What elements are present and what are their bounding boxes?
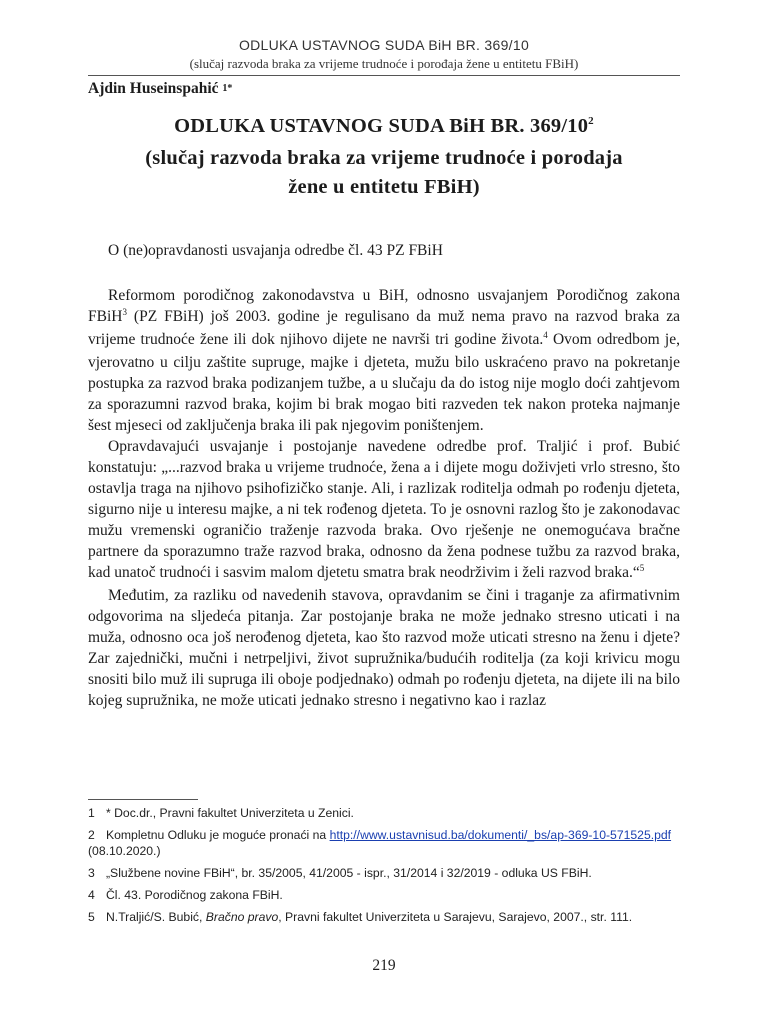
paragraph-1 [88,285,680,436]
footnote-ref-4: 4 [543,330,548,340]
footnote-1 [88,805,680,821]
paragraph-1-part-b: (PZ FBiH) još 2003. godine je regulisano da muž nema pravo na razvod braka za vrijeme trudnoće žene ili dok njihovo dijete ne navrši tri godine života. [88,308,680,348]
title-line-2: (slučaj razvoda braka za vrijeme trudnoće i porodaja [145,147,623,169]
footnote-text: Čl. 43. Porodičnog zakona FBiH. [106,888,283,902]
footnote-text: „Službene novine FBiH“, br. 35/2005, 41/2005 - ispr., 31/2014 i 32/2019 - odluka US FBiH. [106,866,592,880]
footnote-3 [88,865,680,881]
running-header-title: ODLUKA USTAVNOG SUDA BiH BR. 369/10 [238,37,530,53]
author-name-text: Ajdin Huseinspahić [88,80,219,97]
footnote-number: 4 [88,888,95,902]
footnote-text: Kompletnu Odluku je moguće pronaći na [106,828,330,842]
title-line-1 [88,112,680,144]
footnotes [88,805,680,931]
paragraph-1-part-a: Reformom porodičnog zakonodavstva u BiH, odnosno usvajanjem Porodičnog zakona FBiH [88,287,680,325]
footnote-text: * Doc.dr., Pravni fakultet Univerziteta u Zenici. [106,806,354,820]
footnote-ref-5: 5 [639,563,645,573]
book-title: Bračno pravo [205,910,279,924]
footnote-ref-3: 3 [122,307,127,317]
header-rule [88,75,680,76]
title-footnote-mark: 2 [588,115,594,127]
paragraph-2-text: Opravdavajući usvajanje i postojanje navedene odredbe prof. Traljić i prof. Bubić konstatuju: „...razvod braka u vrijeme trudnoće, žena a i dijete mogu doživjeti vrlo stresno, što ostavlja traga na njihovo psihofizičko stanje. Ali, i razlizak roditelja odmah po rođenju djeteta, sigurno nije u interesu majke, a ni tek rođenog djeteta. To je osnovni razlog što je zakonodavac mužu vremenski ograničio traženje razvoda braka. Ovo rješenje ne onemogućava bračne partnere da sporazumno traže razvod braka, odnosno da žena podnese tužbu za razvod braka, kad unatoč trudnoći i sasvim malom djetetu smatra brak neodrživim i želi razvod braka.“ [88,438,680,581]
footnote-number: 2 [88,828,95,842]
body-text [88,285,680,711]
title-line-3: žene u entitetu FBiH) [288,176,480,198]
footnote-4 [88,887,680,903]
footnote-rule [88,799,198,800]
footnote-text-date: (08.10.2020.) [88,844,161,858]
author-name [88,79,232,101]
page-number: 219 [372,957,396,974]
article-title [88,112,680,202]
title-line-1-text: ODLUKA USTAVNOG SUDA BiH BR. 369/10 [174,115,589,137]
paragraph-2 [88,436,680,585]
footnote-number: 3 [88,866,95,880]
decision-pdf-link[interactable]: http://www.ustavnisud.ba/dokumenti/_bs/ap-369-10-571525.pdf [329,828,672,842]
footnote-text-rest: , Pravni fakultet Univerziteta u Sarajevu, Sarajevo, 2007., str. 111. [278,910,633,924]
paragraph-3: Međutim, za razliku od navedenih stavova, opravdanim se čini i traganje za afirmativnim odgovorima na sljedeća pitanja. Zar postojanje braka ne može jednako stresno uticati i na muža, odnosno oca još nerođenog djeteta, kao što razvod može uticati stresno na ženu i djete? Zar zajednički, mučni i netrpeljivi, život supružnika/budućih roditelja (za koji krivicu mogu snositi bilo muž ili supruga ili oboje podjednako) odmah po rođenju djeteta, na dijete ili na bilo kojeg supružnika, ne može uticati jednako stresno i negativno kao i razlaz [88,587,680,709]
footnote-5 [88,909,680,925]
footnote-text: N.Traljić/S. Bubić, [106,910,206,924]
author-footnote-mark: 1* [222,83,233,94]
paragraph-1-part-c: Ovom odredbom je, vjerovatno u cilju zaštite supruge, majke i djeteta, mužu bilo uskraćeno pravo na pokretanje postupka za razvod braka podizanjem tužbe, a u slučaju da do istog nije moglo doći zahtjevom za sporazumni razvod braka, kojim bi brak mogao biti razveden tek nakon proteka najmanje šest mjeseci od zaključenja braka ili pak njegovim poništenjem. [88,331,680,434]
running-header-subtitle: (slučaj razvoda braka za vrijeme trudnoće i porođaja žene u entitetu FBiH) [189,56,579,71]
footnote-number: 1 [88,806,95,820]
footnote-2 [88,827,680,859]
footnote-number: 5 [88,910,95,924]
section-heading: O (ne)opravdanosti usvajanja odredbe čl. 43 PZ FBiH [108,242,443,259]
